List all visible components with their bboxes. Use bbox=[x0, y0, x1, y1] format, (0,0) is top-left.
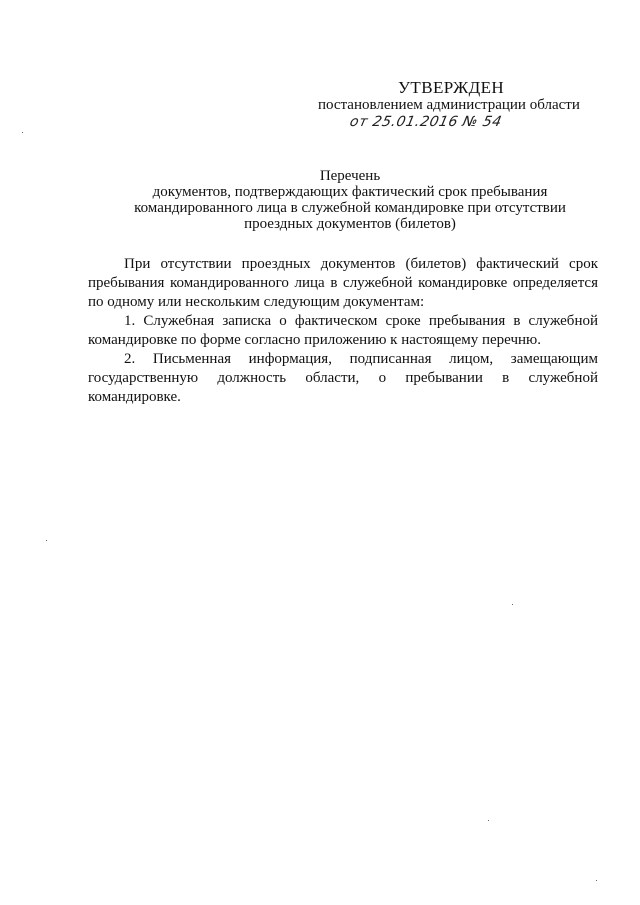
heading-line-1: Перечень bbox=[319, 168, 381, 184]
list-item-2: 2. Письменная информация, подписанная лицом, замещающим государственную должность области, о пребывании в служебной командировке. bbox=[88, 351, 598, 405]
document-body bbox=[88, 255, 598, 407]
intro-paragraph: При отсутствии проездных документов (билетов) фактический срок пребывания командированного лица в служебной командировке определяется по одному или нескольким следующим документам: bbox=[88, 256, 598, 310]
heading-line-2: документов, подтверждающих фактический срок пребывания bbox=[152, 184, 548, 200]
list-item-1: 1. Служебная записка о фактическом сроке пребывания в служебной командировке по форме согласно приложению к настоящему перечню. bbox=[88, 313, 598, 348]
heading-line-4: проездных документов (билетов) bbox=[244, 216, 456, 232]
heading-line-3: командированного лица в служебной командировке при отсутствии bbox=[134, 200, 566, 216]
approved-by-line: постановлением администрации области bbox=[318, 97, 580, 113]
handwritten-date-number: от 25.01.2016 № 54 bbox=[348, 114, 504, 130]
document-heading bbox=[80, 168, 620, 232]
approved-title: УТВЕРЖДЕН bbox=[398, 78, 505, 97]
